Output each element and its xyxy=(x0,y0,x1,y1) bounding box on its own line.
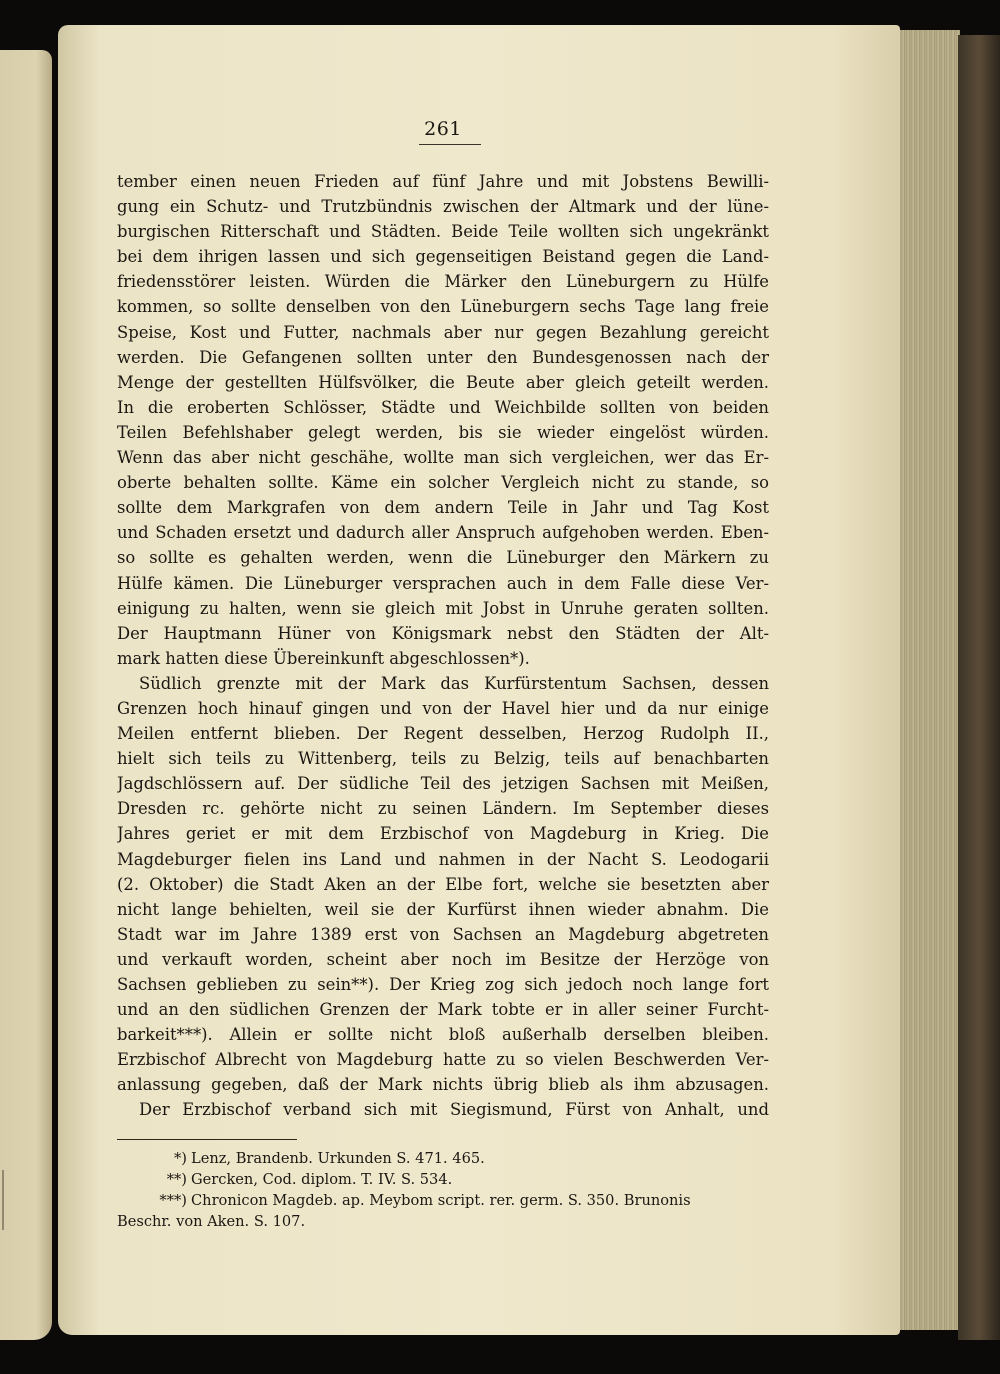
text-line: In die eroberten Schlösser, Städte und Weichbilde sollten von beiden xyxy=(117,397,769,417)
text-line: Südlich grenzte mit der Mark das Kurfürstentum Sachsen, dessen xyxy=(139,673,769,693)
body-text xyxy=(117,169,769,1123)
text-line: (2. Oktober) die Stadt Aken an der Elbe fort, welche sie besetzten aber xyxy=(117,874,769,894)
text-line: Stadt war im Jahre 1389 erst von Sachsen an Magdeburg abgetreten xyxy=(117,924,769,944)
text-line: barkeit***). Allein er sollte nicht bloß außerhalb derselben bleiben. xyxy=(117,1025,769,1045)
text-line: Menge der gestellten Hülfsvölker, die Beute aber gleich geteilt werden. xyxy=(117,372,769,392)
text-line: Speise, Kost und Futter, nachmals aber nur gegen Bezahlung gereicht xyxy=(117,322,769,342)
text-line: Wenn das aber nicht geschähe, wollte man sich vergleichen, wer das Er- xyxy=(117,448,769,468)
text-line: einigung zu halten, wenn sie gleich mit Jobst in Unruhe geraten sollten. xyxy=(117,598,769,618)
text-line: gung ein Schutz- und Trutzbündnis zwischen der Altmark und der lüne- xyxy=(117,197,769,217)
left-page-edge xyxy=(0,50,52,1340)
text-line: Jahres geriet er mit dem Erzbischof von Magdeburg in Krieg. Die xyxy=(117,824,769,844)
footnote-text: Chronicon Magdeb. ap. Meybom script. rer. germ. S. 350. Brunonis xyxy=(191,1191,691,1209)
text-line: Meilen entfernt blieben. Der Regent desselben, Herzog Rudolph II., xyxy=(117,724,769,744)
text-line: Jagdschlössern auf. Der südliche Teil des jetzigen Sachsen mit Meißen, xyxy=(117,774,769,794)
text-line: Teilen Befehlshaber gelegt werden, bis sie wieder eingelöst würden. xyxy=(117,422,769,442)
text-line: sollte dem Markgrafen von dem andern Teile in Jahr und Tag Kost xyxy=(117,498,769,518)
text-line: oberte behalten sollte. Käme ein solcher Vergleich nicht zu stande, so xyxy=(117,473,769,493)
text-line: mark hatten diese Übereinkunft abgeschlossen*). xyxy=(117,648,530,668)
text-line: tember einen neuen Frieden auf fünf Jahre und mit Jobstens Bewilli- xyxy=(117,172,769,191)
text-line: Magdeburger fielen ins Land und nahmen in der Nacht S. Leodogarii xyxy=(117,849,769,869)
footnote xyxy=(117,1190,769,1211)
footnote-text: Gercken, Cod. diplom. T. IV. S. 534. xyxy=(191,1170,453,1188)
footnote-mark: **) xyxy=(166,1170,187,1188)
footnote-mark: *) xyxy=(174,1149,187,1167)
text-line: und verkauft worden, scheint aber noch im Besitze der Herzöge von xyxy=(117,949,769,969)
footnote-mark: ***) xyxy=(159,1191,187,1209)
text-line: Der Erzbischof verband sich mit Siegismund, Fürst von Anhalt, und xyxy=(139,1100,769,1120)
text-line: Erzbischof Albrecht von Magdeburg hatte zu so vielen Beschwerden Ver- xyxy=(117,1050,769,1070)
footnote-text: Beschr. von Aken. S. 107. xyxy=(117,1212,306,1230)
text-line: bei dem ihrigen lassen und sich gegenseitigen Beistand gegen die Land- xyxy=(117,247,769,267)
footnotes xyxy=(117,1148,769,1232)
page-number-rule xyxy=(419,144,481,145)
footnote-continuation xyxy=(117,1211,769,1232)
text-line: werden. Die Gefangenen sollten unter den Bundesgenossen nach der xyxy=(117,347,769,367)
footnote xyxy=(117,1148,769,1169)
text-line: nicht lange behielten, weil sie der Kurfürst ihnen wieder abnahm. Die xyxy=(117,899,769,919)
text-line: Grenzen hoch hinauf gingen und von der Havel hier und da nur einige xyxy=(117,698,769,718)
book-cover-edge xyxy=(958,35,1000,1340)
footnote xyxy=(117,1169,769,1190)
text-line: friedensstörer leisten. Würden die Märker den Lüneburgern zu Hülfe xyxy=(117,272,769,292)
text-line: und an den südlichen Grenzen der Mark tobte er in aller seiner Furcht- xyxy=(117,1000,769,1020)
page-number: 261 xyxy=(424,118,462,140)
text-line: und Schaden ersetzt und dadurch aller Anspruch aufgehoben werden. Eben- xyxy=(117,523,769,543)
text-line: burgischen Ritterschaft und Städten. Beide Teile wollten sich ungekränkt xyxy=(117,222,769,242)
text-line: so sollte es gehalten werden, wenn die Lüneburger den Märkern zu xyxy=(117,548,769,568)
page-stack-edge xyxy=(890,30,960,1330)
text-line: anlassung gegeben, daß der Mark nichts übrig blieb als ihm abzusagen. xyxy=(117,1075,769,1095)
text-line: Dresden rc. gehörte nicht zu seinen Ländern. Im September dieses xyxy=(117,799,769,819)
text-line: hielt sich teils zu Wittenberg, teils zu Belzig, teils auf benachbarten xyxy=(117,749,769,769)
footnote-text: Lenz, Brandenb. Urkunden S. 471. 465. xyxy=(191,1149,485,1167)
text-line: Sachsen geblieben zu sein**). Der Krieg zog sich jedoch noch lange fort xyxy=(117,975,769,994)
text-line: kommen, so sollte denselben von den Lüneburgern sechs Tage lang freie xyxy=(117,297,769,317)
text-line: Der Hauptmann Hüner von Königsmark nebst den Städten der Alt- xyxy=(117,623,769,643)
page-text-block xyxy=(117,118,769,1232)
footnote-rule xyxy=(117,1139,297,1140)
text-line: Hülfe kämen. Die Lüneburger versprachen auch in dem Falle diese Ver- xyxy=(117,573,769,593)
left-page-marks xyxy=(2,1170,10,1230)
